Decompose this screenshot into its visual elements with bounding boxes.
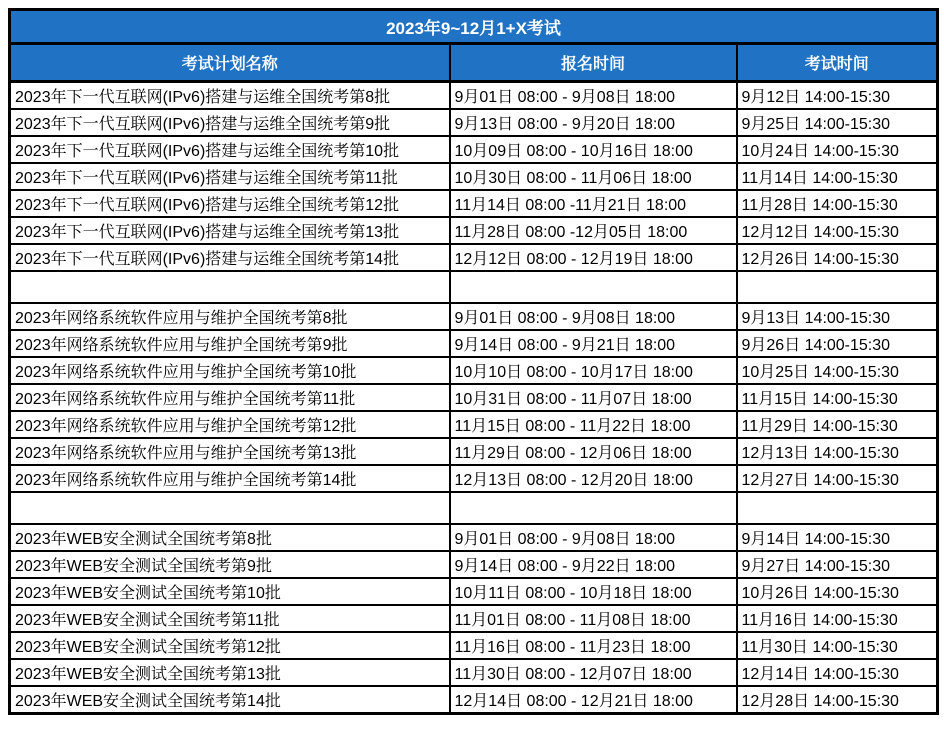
empty-cell (450, 271, 737, 303)
exam-name-cell: 2023年WEB安全测试全国统考第13批 (10, 659, 450, 686)
exam-name-cell: 2023年网络系统软件应用与维护全国统考第11批 (10, 384, 450, 411)
exam-name-cell: 2023年下一代互联网(IPv6)搭建与运维全国统考第11批 (10, 163, 450, 190)
table-row (10, 303, 938, 330)
registration-time-cell: 11月01日 08:00 - 11月08日 18:00 (450, 605, 737, 632)
exam-name-cell: 2023年WEB安全测试全国统考第9批 (10, 551, 450, 578)
registration-time-cell: 11月16日 08:00 - 11月23日 18:00 (450, 632, 737, 659)
table-row (10, 217, 938, 244)
table-row (10, 411, 938, 438)
exam-time-cell: 11月16日 14:00-15:30 (737, 605, 938, 632)
exam-name-cell: 2023年下一代互联网(IPv6)搭建与运维全国统考第12批 (10, 190, 450, 217)
exam-name-cell: 2023年下一代互联网(IPv6)搭建与运维全国统考第13批 (10, 217, 450, 244)
table-row (10, 605, 938, 632)
table-title: 2023年9~12月1+X考试 (10, 10, 938, 44)
table-row (10, 578, 938, 605)
exam-name-cell: 2023年WEB安全测试全国统考第11批 (10, 605, 450, 632)
column-header-exam-time: 考试时间 (737, 44, 938, 82)
exam-time-cell: 12月27日 14:00-15:30 (737, 465, 938, 492)
table-row (10, 330, 938, 357)
exam-name-cell: 2023年网络系统软件应用与维护全国统考第8批 (10, 303, 450, 330)
registration-time-cell: 12月12日 08:00 - 12月19日 18:00 (450, 244, 737, 271)
table-row (10, 465, 938, 492)
registration-time-cell: 12月13日 08:00 - 12月20日 18:00 (450, 465, 737, 492)
exam-name-cell: 2023年下一代互联网(IPv6)搭建与运维全国统考第9批 (10, 109, 450, 136)
table-row (10, 384, 938, 411)
exam-time-cell: 9月27日 14:00-15:30 (737, 551, 938, 578)
exam-time-cell: 11月29日 14:00-15:30 (737, 411, 938, 438)
table-row (10, 551, 938, 578)
empty-cell (737, 492, 938, 524)
exam-name-cell: 2023年WEB安全测试全国统考第14批 (10, 686, 450, 714)
exam-time-cell: 11月28日 14:00-15:30 (737, 190, 938, 217)
table-row (10, 659, 938, 686)
spacer-row (10, 492, 938, 524)
empty-cell (450, 492, 737, 524)
registration-time-cell: 9月01日 08:00 - 9月08日 18:00 (450, 82, 737, 110)
exam-name-cell: 2023年网络系统软件应用与维护全国统考第10批 (10, 357, 450, 384)
table-row (10, 109, 938, 136)
empty-cell (10, 492, 450, 524)
table-row (10, 136, 938, 163)
table-row (10, 190, 938, 217)
exam-name-cell: 2023年WEB安全测试全国统考第12批 (10, 632, 450, 659)
table-row (10, 524, 938, 551)
registration-time-cell: 10月11日 08:00 - 10月18日 18:00 (450, 578, 737, 605)
registration-time-cell: 11月15日 08:00 - 11月22日 18:00 (450, 411, 737, 438)
registration-time-cell: 9月01日 08:00 - 9月08日 18:00 (450, 524, 737, 551)
registration-time-cell: 9月14日 08:00 - 9月22日 18:00 (450, 551, 737, 578)
exam-time-cell: 12月14日 14:00-15:30 (737, 659, 938, 686)
exam-name-cell: 2023年网络系统软件应用与维护全国统考第13批 (10, 438, 450, 465)
registration-time-cell: 10月09日 08:00 - 10月16日 18:00 (450, 136, 737, 163)
exam-time-cell: 12月13日 14:00-15:30 (737, 438, 938, 465)
exam-time-cell: 10月24日 14:00-15:30 (737, 136, 938, 163)
exam-name-cell: 2023年网络系统软件应用与维护全国统考第9批 (10, 330, 450, 357)
exam-name-cell: 2023年WEB安全测试全国统考第8批 (10, 524, 450, 551)
exam-time-cell: 12月12日 14:00-15:30 (737, 217, 938, 244)
column-header-exam-name: 考试计划名称 (10, 44, 450, 82)
table-row (10, 438, 938, 465)
exam-time-cell: 9月25日 14:00-15:30 (737, 109, 938, 136)
registration-time-cell: 9月13日 08:00 - 9月20日 18:00 (450, 109, 737, 136)
registration-time-cell: 10月30日 08:00 - 11月06日 18:00 (450, 163, 737, 190)
registration-time-cell: 10月31日 08:00 - 11月07日 18:00 (450, 384, 737, 411)
exam-name-cell: 2023年WEB安全测试全国统考第10批 (10, 578, 450, 605)
table-header-row (10, 44, 938, 82)
registration-time-cell: 12月14日 08:00 - 12月21日 18:00 (450, 686, 737, 714)
registration-time-cell: 9月01日 08:00 - 9月08日 18:00 (450, 303, 737, 330)
table-title-row (10, 10, 938, 44)
exam-time-cell: 9月26日 14:00-15:30 (737, 330, 938, 357)
table-row (10, 686, 938, 714)
exam-time-cell: 9月12日 14:00-15:30 (737, 82, 938, 110)
exam-time-cell: 9月13日 14:00-15:30 (737, 303, 938, 330)
empty-cell (10, 271, 450, 303)
exam-time-cell: 10月25日 14:00-15:30 (737, 357, 938, 384)
exam-name-cell: 2023年网络系统软件应用与维护全国统考第12批 (10, 411, 450, 438)
registration-time-cell: 11月30日 08:00 - 12月07日 18:00 (450, 659, 737, 686)
table-row (10, 163, 938, 190)
exam-time-cell: 12月26日 14:00-15:30 (737, 244, 938, 271)
exam-name-cell: 2023年网络系统软件应用与维护全国统考第14批 (10, 465, 450, 492)
table-row (10, 82, 938, 110)
table-body (10, 82, 938, 714)
exam-time-cell: 10月26日 14:00-15:30 (737, 578, 938, 605)
spacer-row (10, 271, 938, 303)
exam-time-cell: 9月14日 14:00-15:30 (737, 524, 938, 551)
exam-time-cell: 11月14日 14:00-15:30 (737, 163, 938, 190)
exam-time-cell: 11月15日 14:00-15:30 (737, 384, 938, 411)
registration-time-cell: 9月14日 08:00 - 9月21日 18:00 (450, 330, 737, 357)
registration-time-cell: 11月14日 08:00 -11月21日 18:00 (450, 190, 737, 217)
registration-time-cell: 11月28日 08:00 -12月05日 18:00 (450, 217, 737, 244)
exam-name-cell: 2023年下一代互联网(IPv6)搭建与运维全国统考第10批 (10, 136, 450, 163)
table-row (10, 632, 938, 659)
registration-time-cell: 11月29日 08:00 - 12月06日 18:00 (450, 438, 737, 465)
exam-name-cell: 2023年下一代互联网(IPv6)搭建与运维全国统考第8批 (10, 82, 450, 110)
empty-cell (737, 271, 938, 303)
exam-time-cell: 12月28日 14:00-15:30 (737, 686, 938, 714)
table-row (10, 244, 938, 271)
exam-time-cell: 11月30日 14:00-15:30 (737, 632, 938, 659)
exam-name-cell: 2023年下一代互联网(IPv6)搭建与运维全国统考第14批 (10, 244, 450, 271)
table-row (10, 357, 938, 384)
registration-time-cell: 10月10日 08:00 - 10月17日 18:00 (450, 357, 737, 384)
column-header-registration-time: 报名时间 (450, 44, 737, 82)
exam-schedule-table (8, 8, 939, 715)
